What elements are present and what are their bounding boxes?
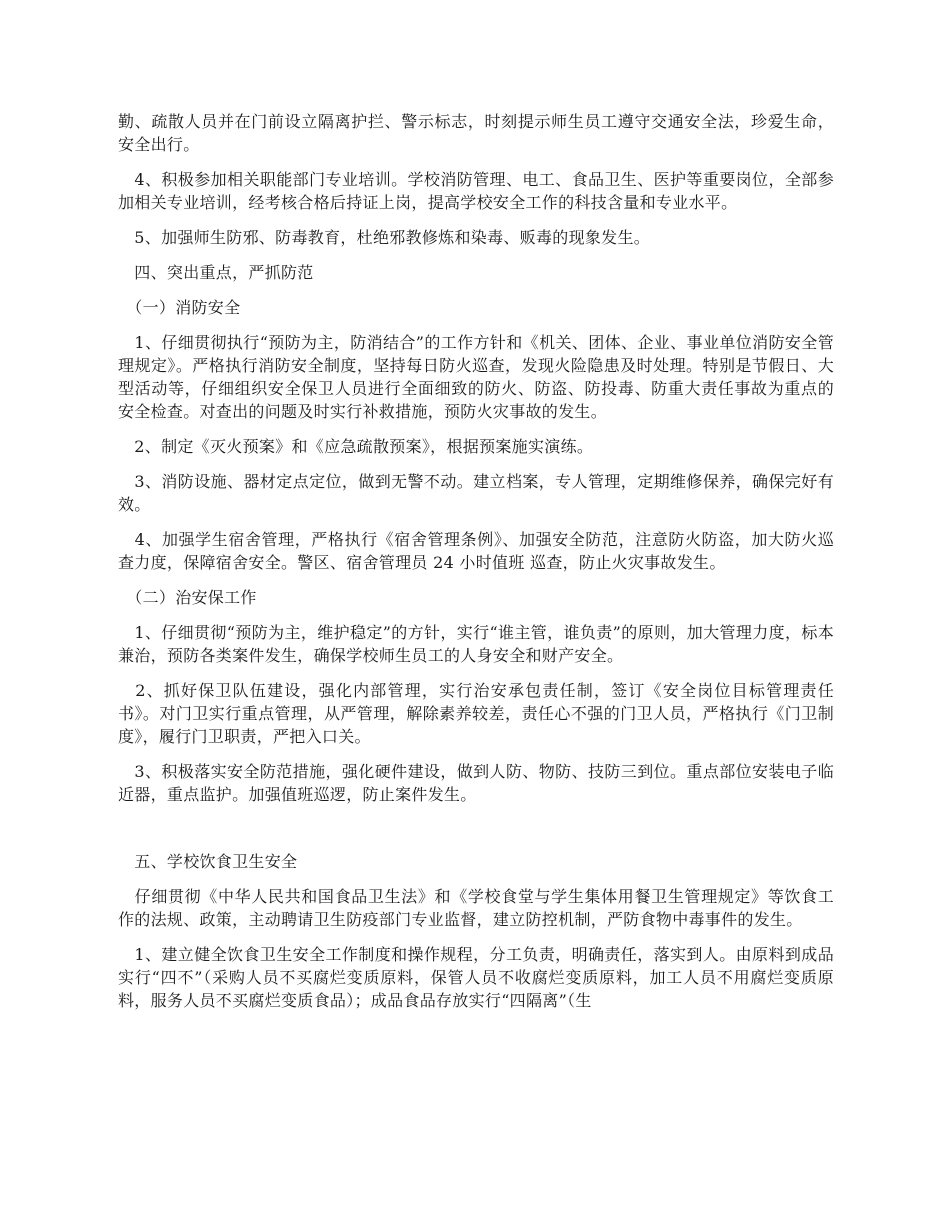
document-page xyxy=(118,110,834,1024)
paragraph: 5、加强师生防邪、防毒教育，杜绝邪教修炼和染毒、贩毒的现象发生。 xyxy=(118,228,651,247)
paragraph: 勤、疏散人员并在门前设立隔离护拦、警示标志，时刻提示师生员工遵守交通安全法，珍爱生命，安全出行。 xyxy=(118,112,834,154)
paragraph: 2、制定《灭火预案》和《应急疏散预案》，根据预案施实演练。 xyxy=(118,437,594,456)
paragraph: 1、仔细贯彻执行“预防为主，防消结合”的工作方针和《机关、团体、企业、事业单位消防安全管理规定》。严格执行消防安全制度，坚持每日防火巡查，发现火险隐患及时处理。特别是节假日、大型活动等，仔细组织安全保卫人员进行全面细致的防火、防盗、防投毒、防重大责任事故为重点的安全检查。对查出的问题及时实行补救措施，预防火灾事故的发生。 xyxy=(118,333,834,421)
section-heading: 四、突出重点，严抓防范 xyxy=(118,263,314,282)
subsection-heading: （一）消防安全 xyxy=(118,298,241,317)
paragraph: 2、抓好保卫队伍建设，强化内部管理，实行治安承包责任制，签订《安全岗位目标管理责任书》。对门卫实行重点管理，从严管理，解除素养较差，责任心不强的门卫人员，严格执行《门卫制度》，履行门卫职责，严把入口关。 xyxy=(118,681,834,746)
paragraph: 4、积极参加相关职能部门专业培训。学校消防管理、电工、食品卫生、医护等重要岗位，全部参加相关专业培训，经考核合格后持证上岗，提高学校安全工作的科技含量和专业水平。 xyxy=(118,170,834,212)
paragraph: 1、仔细贯彻“预防为主，维护稳定”的方针，实行“谁主管，谁负责”的原则，加大管理力度，标本兼治，预防各类案件发生，确保学校师生员工的人身安全和财产安全。 xyxy=(118,623,834,665)
paragraph: 4、加强学生宿舍管理，严格执行《宿舍管理条例》、加强安全防范，注意防火防盗，加大防火巡查力度，保障宿舍安全。警区、宿舍管理员 24 小时值班 巡查，防止火灾事故发生。 xyxy=(118,530,834,572)
paragraph: 仔细贯彻《中华人民共和国食品卫生法》和《学校食堂与学生集体用餐卫生管理规定》等饮食工作的法规、政策，主动聘请卫生防疫部门专业监督，建立防控机制，严防食物中毒事件的发生。 xyxy=(118,887,834,929)
paragraph: 1、建立健全饮食卫生安全工作制度和操作规程，分工负责，明确责任，落实到人。由原料到成品实行“四不”（采购人员不买腐烂变质原料，保管人员不收腐烂变质原料，加工人员不用腐烂变质原料，服务人员不买腐烂变质食品）；成品食品存放实行“四隔离”（生 xyxy=(118,945,834,1010)
section-gap xyxy=(118,818,834,850)
subsection-heading: （二）治安保工作 xyxy=(118,588,257,607)
section-heading: 五、学校饮食卫生安全 xyxy=(118,852,298,871)
paragraph: 3、消防设施、器材定点定位，做到无警不动。建立档案，专人管理，定期维修保养，确保完好有效。 xyxy=(118,472,834,514)
paragraph: 3、积极落实安全防范措施，强化硬件建设，做到人防、物防、技防三到位。重点部位安装电子临近器，重点监护。加强值班巡逻，防止案件发生。 xyxy=(118,762,834,804)
